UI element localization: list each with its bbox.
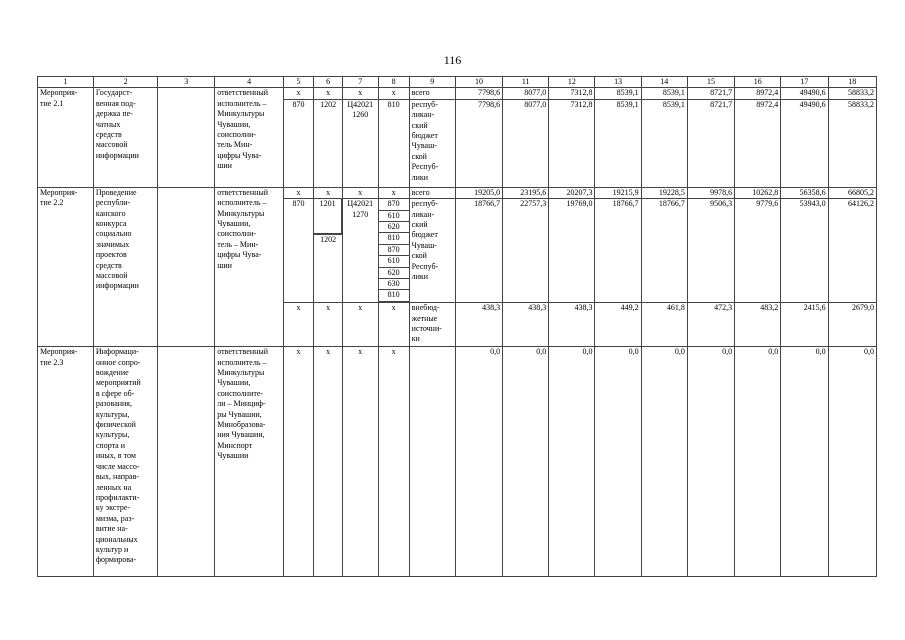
text-line: соисполни-: [217, 229, 257, 239]
amount-cell: 64126,2: [828, 199, 876, 303]
text-line: в сфере об-: [95, 388, 135, 398]
text-line: ской: [411, 151, 427, 161]
text-line: разования,: [95, 399, 132, 409]
amount-cell: 8539,1: [641, 99, 687, 187]
text-line: числе массо-: [95, 461, 140, 471]
amount-cell: 0,0: [781, 347, 828, 577]
amount-cell: 9779,6: [735, 199, 781, 303]
text-line: держка пе-: [95, 109, 133, 119]
text-line: Минкультуры: [217, 368, 265, 378]
amount-cell: 53943,0: [781, 199, 828, 303]
amount-cell: 8539,1: [595, 99, 641, 187]
grbs-cell: 870: [283, 199, 313, 303]
expense-type-cell: x: [378, 88, 409, 99]
amount-cell: 7798,6: [455, 99, 502, 187]
section-code: 1202: [314, 234, 342, 245]
text-line: Мероприя-: [40, 187, 78, 197]
text-line: Чувашии,: [217, 378, 251, 388]
text-line: Чувашии,: [217, 219, 251, 229]
text-line: значимых: [95, 239, 130, 249]
amount-cell: 8721,7: [687, 99, 734, 187]
text-line: тель – Мин-: [217, 239, 259, 249]
text-line: исполнитель –: [217, 357, 267, 367]
text-line: вых, направ-: [95, 472, 140, 482]
amount-cell: 449,2: [595, 303, 641, 347]
amount-cell: 49490,6: [781, 99, 828, 187]
text-line: всего: [411, 88, 430, 98]
column-number-6: 6: [314, 77, 343, 88]
amount-cell: 19769,0: [549, 199, 595, 303]
text-line: конкурса: [95, 219, 127, 229]
text-line: ли – Минциф-: [217, 399, 266, 409]
text-line: цифры Чува-: [217, 250, 262, 260]
text-line: вождение: [95, 368, 129, 378]
amount-cell: 18766,7: [595, 199, 641, 303]
text-line: Государст-: [95, 88, 133, 98]
text-line: респуб-: [411, 199, 438, 209]
amount-cell: 0,0: [595, 347, 641, 577]
column-number-11: 11: [503, 77, 549, 88]
amount-cell: 8539,1: [641, 88, 687, 99]
target-article-cell: [343, 199, 378, 303]
amount-cell: 0,0: [455, 347, 502, 577]
column-number-14: 14: [641, 77, 687, 88]
amount-cell: 438,3: [455, 303, 502, 347]
amount-cell: 8721,7: [687, 88, 734, 99]
column-number-4: 4: [215, 77, 284, 88]
text-line: соисполните-: [217, 388, 264, 398]
column-number-18: 18: [828, 77, 876, 88]
amount-cell: 0,0: [641, 347, 687, 577]
text-line: ликан-: [411, 110, 435, 120]
text-line: ответственный: [217, 187, 269, 197]
grbs-cell: x: [283, 347, 313, 577]
text-line: источни-: [411, 324, 442, 334]
amount-cell: 56358,6: [781, 187, 828, 198]
text-line: 620: [379, 222, 409, 233]
column-number-10: 10: [455, 77, 502, 88]
funding-source-cell: [409, 303, 455, 347]
expense-type-cell: x: [378, 187, 409, 198]
text-line: массовой: [95, 271, 128, 281]
table-row: [38, 347, 877, 577]
activity-name-cell: [93, 187, 157, 346]
text-line: республи-: [95, 198, 131, 208]
amount-cell: 438,3: [503, 303, 549, 347]
grbs-cell: x: [283, 88, 313, 99]
text-line: Минкультуры: [217, 208, 265, 218]
section-cell: x: [314, 303, 343, 347]
text-line: 610: [379, 211, 409, 222]
text-line: проектов: [95, 250, 127, 260]
text-line: внебюд-: [411, 303, 440, 313]
text-line: венная под-: [95, 98, 136, 108]
funding-source-cell: [409, 99, 455, 187]
text-line: цифры Чува-: [217, 150, 262, 160]
activity-id-cell: [38, 347, 94, 577]
text-line: Минкультуры: [217, 109, 265, 119]
text-line: 870: [379, 199, 409, 210]
amount-cell: 8539,1: [595, 88, 641, 99]
text-line: Чувашии,: [217, 119, 251, 129]
amount-cell: 9506,3: [687, 199, 734, 303]
text-line: физической: [95, 420, 136, 430]
grbs-cell: x: [283, 303, 313, 347]
section-cell: x: [314, 88, 343, 99]
empty-cell: [158, 88, 215, 187]
text-line: ответственный: [217, 88, 269, 98]
amount-cell: 58833,2: [828, 99, 876, 187]
target-article-cell: [343, 187, 378, 198]
empty-cell: [158, 347, 215, 577]
amount-cell: 438,3: [549, 303, 595, 347]
text-line: всего: [411, 187, 430, 197]
target-article-cell: [343, 303, 378, 347]
text-line: Ц42021: [347, 199, 374, 209]
amount-cell: 0,0: [687, 347, 734, 577]
column-number-17: 17: [781, 77, 828, 88]
text-line: культур и: [95, 544, 129, 554]
text-line: культуры,: [95, 409, 130, 419]
text-line: чатных: [95, 119, 121, 129]
text-line: формирова-: [95, 555, 137, 565]
amount-cell: 66805,2: [828, 187, 876, 198]
amount-cell: 0,0: [735, 347, 781, 577]
amount-cell: 8077,0: [503, 99, 549, 187]
text-line: 870: [379, 245, 409, 256]
amount-cell: 2679,0: [828, 303, 876, 347]
section-code: 1201: [314, 199, 342, 234]
amount-cell: 0,0: [549, 347, 595, 577]
column-number-8: 8: [378, 77, 409, 88]
text-line: тие 2.2: [40, 198, 64, 208]
text-line: витие на-: [95, 524, 128, 534]
text-line: лики: [411, 172, 429, 182]
text-line: бюджет: [411, 230, 438, 240]
amount-cell: 19205,0: [455, 187, 502, 198]
expense-type-cell: 810: [378, 99, 409, 187]
text-line: Мероприя-: [40, 347, 78, 357]
table-row: [38, 88, 877, 99]
section-cell: 1202: [314, 99, 343, 187]
column-number-3: 3: [158, 77, 215, 88]
executor-cell: [215, 88, 284, 187]
text-line: x: [358, 187, 363, 197]
text-line: бюджет: [411, 131, 438, 141]
text-line: исполнитель –: [217, 98, 267, 108]
text-line: x: [358, 303, 363, 313]
text-line: культуры,: [95, 430, 130, 440]
target-article-cell: [343, 88, 378, 99]
text-line: исполнитель –: [217, 198, 267, 208]
column-number-1: 1: [38, 77, 94, 88]
column-number-row: [38, 77, 877, 88]
text-line: шии: [217, 161, 232, 171]
text-line: ской: [411, 251, 427, 261]
page-number: 116: [443, 53, 462, 67]
column-number-12: 12: [549, 77, 595, 88]
activity-name-cell: [93, 88, 157, 187]
text-line: 1260: [352, 110, 369, 120]
text-line: социально: [95, 229, 132, 239]
expense-type-cell: x: [378, 303, 409, 347]
budget-table: [37, 76, 877, 577]
text-line: 620: [379, 268, 409, 279]
text-line: Чувашии: [217, 451, 249, 461]
text-line: массовой: [95, 140, 128, 150]
funding-source-cell: [409, 347, 455, 577]
text-line: ленных на: [95, 482, 132, 492]
amount-cell: 18766,7: [641, 199, 687, 303]
text-line: средств: [95, 260, 122, 270]
text-line: тие 2.1: [40, 98, 64, 108]
grbs-cell: x: [283, 187, 313, 198]
amount-cell: 461,8: [641, 303, 687, 347]
expense-type-cell: x: [378, 347, 409, 577]
activity-id-cell: [38, 88, 94, 187]
text-line: Проведение: [95, 187, 137, 197]
text-line: ский: [411, 220, 428, 230]
column-number-16: 16: [735, 77, 781, 88]
text-line: онное сопро-: [95, 357, 141, 367]
empty-cell: [158, 187, 215, 346]
text-line: соисполни-: [217, 130, 257, 140]
text-line: респуб-: [411, 99, 438, 109]
text-line: тие 2.3: [40, 357, 64, 367]
grbs-cell: 870: [283, 99, 313, 187]
amount-cell: 0,0: [828, 347, 876, 577]
text-line: профилакти-: [95, 492, 140, 502]
text-line: ки: [411, 334, 420, 344]
executor-cell: [215, 347, 284, 577]
text-line: информации: [95, 281, 139, 291]
text-line: шии: [217, 260, 232, 270]
column-number-13: 13: [595, 77, 641, 88]
text-line: Минобразова-: [217, 420, 266, 430]
table-row: [38, 187, 877, 198]
amount-cell: 472,3: [687, 303, 734, 347]
text-line: канского: [95, 208, 126, 218]
amount-cell: 9978,6: [687, 187, 734, 198]
text-line: Чуваш-: [411, 240, 437, 250]
section-cell: x: [314, 347, 343, 577]
column-number-9: 9: [409, 77, 455, 88]
amount-cell: 23195,6: [503, 187, 549, 198]
amount-cell: 7312,8: [549, 88, 595, 99]
text-line: мизма, раз-: [95, 513, 135, 523]
amount-cell: 7798,6: [455, 88, 502, 99]
text-line: x: [358, 347, 363, 357]
column-number-2: 2: [93, 77, 157, 88]
text-line: 1270: [352, 209, 369, 219]
amount-cell: 20207,3: [549, 187, 595, 198]
column-number-15: 15: [687, 77, 734, 88]
text-line: жетные: [411, 313, 438, 323]
text-line: Минспорт: [217, 440, 253, 450]
amount-cell: 19228,5: [641, 187, 687, 198]
executor-cell: [215, 187, 284, 346]
column-number-5: 5: [283, 77, 313, 88]
amount-cell: 7312,8: [549, 99, 595, 187]
amount-cell: 19215,9: [595, 187, 641, 198]
text-line: 630: [379, 279, 409, 290]
text-line: спорта и: [95, 440, 126, 450]
target-article-cell: [343, 99, 378, 187]
target-article-cell: [343, 347, 378, 577]
text-line: средств: [95, 130, 122, 140]
text-line: Информаци-: [95, 347, 139, 357]
section-cell: [314, 199, 343, 303]
text-line: ответственный: [217, 347, 269, 357]
text-line: информации: [95, 150, 139, 160]
text-line: ку экстре-: [95, 503, 131, 513]
text-line: Респуб-: [411, 261, 439, 271]
text-line: ский: [411, 120, 428, 130]
text-line: ликан-: [411, 209, 435, 219]
text-line: 810: [379, 290, 409, 301]
text-line: ния Чувашии,: [217, 430, 265, 440]
column-number-7: 7: [343, 77, 378, 88]
expense-type-cell: [378, 199, 409, 303]
text-line: x: [358, 88, 363, 98]
amount-cell: 8972,4: [735, 88, 781, 99]
amount-cell: 22757,3: [503, 199, 549, 303]
amount-cell: 10262,8: [735, 187, 781, 198]
amount-cell: 8972,4: [735, 99, 781, 187]
funding-source-cell: [409, 88, 455, 99]
amount-cell: 8077,0: [503, 88, 549, 99]
activity-id-cell: [38, 187, 94, 346]
text-line: циональных: [95, 534, 138, 544]
funding-source-cell: [409, 199, 455, 303]
text-line: ры Чувашии,: [217, 409, 262, 419]
amount-cell: 49490,6: [781, 88, 828, 99]
amount-cell: 58833,2: [828, 88, 876, 99]
text-line: Ц42021: [347, 99, 374, 109]
amount-cell: 18766,7: [455, 199, 502, 303]
funding-source-cell: [409, 187, 455, 198]
text-line: 810: [379, 233, 409, 244]
text-line: Респуб-: [411, 162, 439, 172]
text-line: тель Мин-: [217, 140, 253, 150]
activity-name-cell: [93, 347, 157, 577]
amount-cell: 0,0: [503, 347, 549, 577]
text-line: Чуваш-: [411, 141, 437, 151]
section-cell: x: [314, 187, 343, 198]
amount-cell: 483,2: [735, 303, 781, 347]
text-line: 610: [379, 256, 409, 267]
amount-cell: 2415,6: [781, 303, 828, 347]
text-line: лики: [411, 272, 429, 282]
text-line: мероприятий: [95, 378, 141, 388]
text-line: иных, в том: [95, 451, 136, 461]
text-line: Мероприя-: [40, 88, 78, 98]
